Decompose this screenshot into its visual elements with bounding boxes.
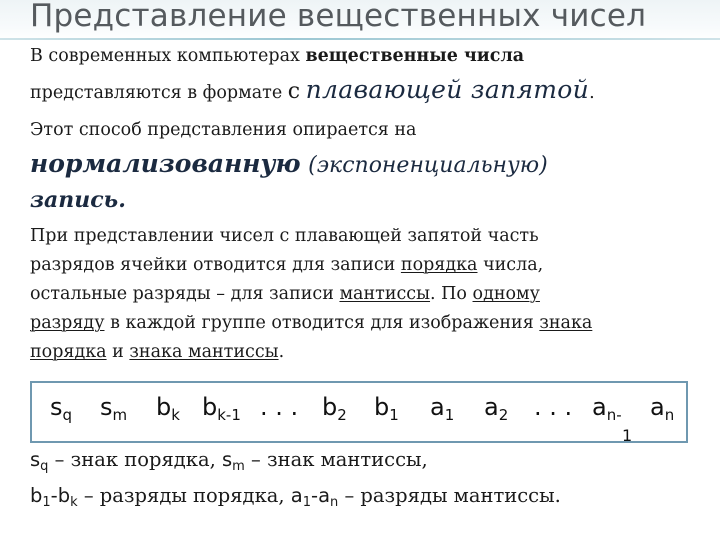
subscript: k	[70, 495, 78, 510]
text: числа,	[477, 255, 544, 275]
text: . По	[430, 284, 473, 304]
number-format-diagram	[30, 381, 688, 443]
cell-a2: $a_2$	[484, 393, 509, 424]
underlined-term: порядка	[400, 255, 478, 275]
cell-sm: $s_m$	[100, 393, 128, 424]
cell-b1: $b_1$	[374, 393, 399, 424]
paragraph-1-line-1	[30, 44, 524, 68]
italic-term: плавающей запятой	[305, 75, 590, 104]
text: разрядов ячейки отводится для записи	[30, 255, 401, 275]
exponential-term: (экспоненциальную)	[308, 153, 548, 178]
underlined-term: порядка	[30, 342, 107, 362]
paragraph-3	[30, 222, 592, 367]
text: .	[278, 342, 285, 362]
paragraph-2: Этот способ представления опирается на	[30, 120, 417, 140]
subscript: 1	[302, 495, 312, 510]
cell-a1: $a_1$	[430, 393, 455, 424]
cell-b2: $b_2$	[322, 393, 347, 424]
text: -	[311, 484, 319, 507]
text: и	[106, 342, 130, 362]
text: .	[589, 83, 595, 103]
symbol: a	[318, 484, 331, 507]
p3-line-5	[30, 338, 592, 367]
subscript: m	[232, 459, 245, 474]
paragraph-1-line-2	[30, 75, 595, 105]
cell-an: $a_n$	[650, 393, 675, 424]
p3-line-3	[30, 280, 592, 309]
text: – разряды мантиссы.	[338, 484, 561, 507]
legend-line-2	[30, 483, 561, 516]
cell-bk-1: $b_{k-1}$	[202, 393, 241, 424]
bold-term: вещественные числа	[305, 46, 525, 66]
legend-line-1	[30, 447, 428, 480]
text: в каждой группе отводится для изображения	[104, 313, 540, 333]
symbol: b	[57, 484, 71, 507]
cell-an-1: $a_{n-}$ 1	[592, 393, 633, 445]
underlined-term: одному	[472, 284, 540, 304]
subscript: n	[330, 495, 339, 510]
title-underline	[0, 38, 720, 40]
text: представляются в формате	[30, 83, 288, 103]
slide-title: Представление вещественных чисел	[30, 0, 647, 34]
paragraph-2-terms	[30, 149, 548, 181]
subscript: 1	[42, 495, 51, 510]
normalized-term: нормализованную	[30, 149, 301, 178]
underlined-term: знака	[539, 313, 593, 333]
p3-line-4	[30, 309, 592, 338]
symbol: a	[290, 484, 303, 507]
text: – знак порядка,	[48, 448, 222, 471]
underlined-term: разряду	[30, 313, 105, 333]
symbol: b	[30, 484, 43, 507]
p3-line-2	[30, 251, 592, 280]
cell-bk: $b_k$	[156, 393, 180, 424]
text: -	[50, 484, 58, 507]
text: – знак мантиссы,	[244, 448, 428, 471]
text: – разряды порядка,	[77, 484, 291, 507]
text: В современных компьютерах	[30, 46, 306, 66]
cell-sq: $s_q$	[50, 393, 73, 424]
p3-line-1: При представлении чисел с плавающей запятой часть	[30, 226, 539, 246]
cell-dots-2: . . .	[534, 393, 573, 421]
symbol: s	[221, 448, 233, 471]
symbol: s	[30, 448, 41, 471]
text: с	[287, 79, 301, 104]
underlined-term: мантиссы	[339, 284, 431, 304]
underlined-term: знака мантиссы	[129, 342, 279, 362]
cell-dots-1: . . .	[260, 393, 299, 421]
record-term: запись.	[30, 187, 126, 213]
subscript: q	[40, 459, 49, 474]
text: остальные разряды – для записи	[30, 284, 340, 304]
